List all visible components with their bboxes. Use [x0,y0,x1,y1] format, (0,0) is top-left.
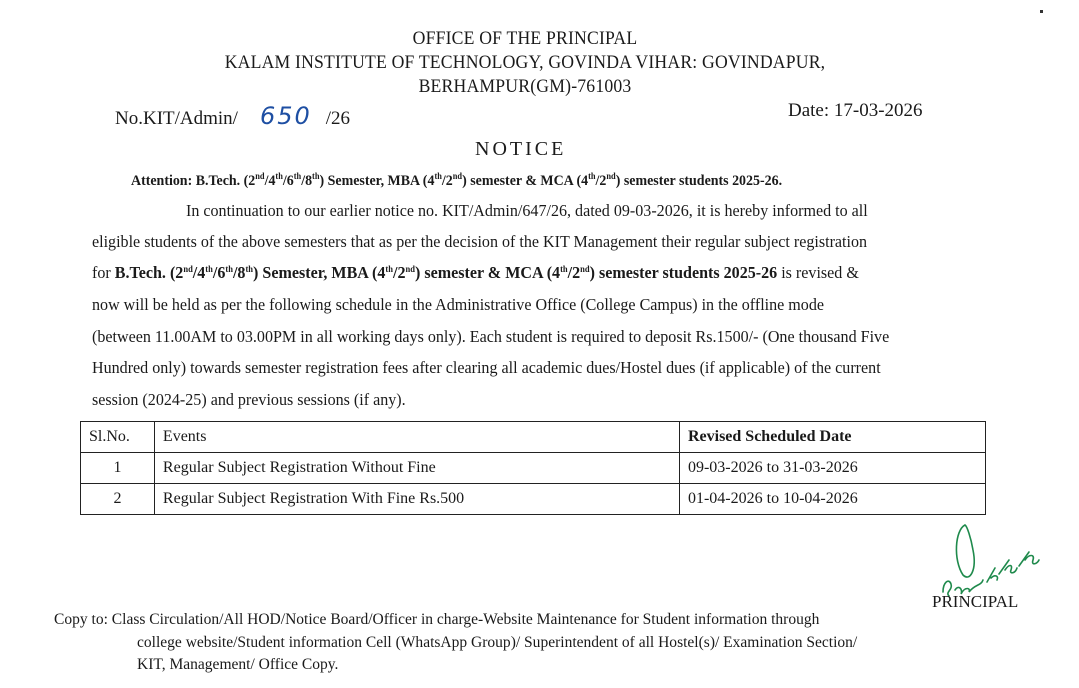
superscript: nd [405,264,415,274]
institute-name: KALAM INSTITUTE OF TECHNOLOGY, GOVINDA VIHAR: GOVINDAPUR, [224,52,826,73]
body-line: (between 11.00AM to 03.00PM in all working days only). Each student is required to deposit Rs.1500/- (One thousand Five [92,327,890,346]
table-row [81,453,986,484]
body-line: now will be held as per the following schedule in the Administrative Office (College Campus) in the offline mode [92,295,824,314]
text-fragment: ) semester students 2025-26. [615,173,783,189]
body-line: Hundred only) towards semester registration fees after clearing all academic dues/Hostel dues (if applicable) of the current [92,358,881,377]
superscript: nd [183,264,193,274]
cell-event: Regular Subject Registration With Fine Rs.500 [154,484,679,515]
text-fragment: for [92,263,115,282]
text-fragment: /8 [232,263,246,282]
text-fragment: ) Semester, MBA (4 [319,173,435,189]
attention-line [131,173,782,190]
superscript: nd [606,171,616,181]
header-events: Events [154,422,679,453]
text-fragment: ) Semester, MBA (4 [253,263,386,282]
superscript: th [275,171,283,181]
signatory-title: PRINCIPAL [932,592,1019,611]
signature-stroke [956,525,974,577]
text-fragment: /4 [192,263,206,282]
superscript: th [312,171,320,181]
notice-title: NOTICE [475,138,567,160]
cell-sl-no: 1 [81,453,155,484]
superscript: th [385,264,393,274]
body-line: In continuation to our earlier notice no. KIT/Admin/647/26, dated 09-03-2026, it is hereby informed to all [186,201,868,220]
handwritten-number: 650 [259,102,312,130]
reference-number [115,102,350,130]
superscript: th [205,264,213,274]
body-line [92,263,859,283]
superscript: th [560,264,568,274]
text-fragment: ) semester & MCA (4 [462,173,589,189]
table-header-row [81,422,986,453]
copy-to-line: college website/Student information Cell (WhatsApp Group)/ Superintendent of all Hostel(s)/ Examination Section/ [137,634,858,651]
superscript: th [588,171,596,181]
text-fragment: /6 [282,173,294,189]
superscript: th [225,264,233,274]
superscript: nd [452,171,463,181]
reference-prefix: No.KIT/Admin/ [115,108,238,129]
handwritten-signature [925,520,1045,600]
text-fragment: B.Tech. (2 [114,263,184,282]
text-fragment: /4 [264,173,276,189]
superscript: th [434,171,442,181]
text-fragment: Attention: B.Tech. (2 [131,173,256,189]
text-fragment: ) semester students 2025-26 [589,263,778,282]
signature-stroke [999,560,1017,574]
body-line: eligible students of the above semesters that as per the decision of the KIT Management their regular subject registration [92,232,868,251]
text-fragment: /2 [392,263,406,282]
cell-sl-no: 2 [81,484,155,515]
cell-date: 09-03-2026 to 31-03-2026 [679,453,985,484]
cell-event: Regular Subject Registration Without Fine [154,453,679,484]
text-fragment: is revised & [777,263,859,282]
superscript: th [293,171,302,181]
body-line: session (2024-25) and previous sessions (if any). [92,390,406,409]
copy-to-line: Copy to: Class Circulation/All HOD/Notice Board/Officer in charge-Website Maintenance for Student information through [54,611,820,628]
scan-mark [1040,10,1043,13]
text-fragment: /6 [212,263,226,282]
table-row [81,484,986,515]
header-revised-date: Revised Scheduled Date [679,422,985,453]
signature-stroke [987,568,998,582]
header-sl-no: Sl.No. [81,422,155,453]
signature-stroke [1019,552,1039,566]
text-fragment: /8 [301,173,313,189]
schedule-table [80,421,986,515]
text-fragment: /2 [441,173,453,189]
reference-suffix: /26 [325,108,351,129]
office-heading: OFFICE OF THE PRINCIPAL [412,28,638,49]
superscript: th [245,264,254,274]
institute-address: BERHAMPUR(GM)-761003 [418,76,632,97]
copy-to-line: KIT, Management/ Office Copy. [137,656,339,673]
text-fragment: /2 [595,173,607,189]
text-fragment: /2 [567,263,581,282]
notice-date: Date: 17-03-2026 [788,100,923,121]
cell-date: 01-04-2026 to 10-04-2026 [679,484,985,515]
superscript: nd [580,264,590,274]
superscript: nd [255,171,265,181]
text-fragment: ) semester & MCA (4 [414,263,561,282]
